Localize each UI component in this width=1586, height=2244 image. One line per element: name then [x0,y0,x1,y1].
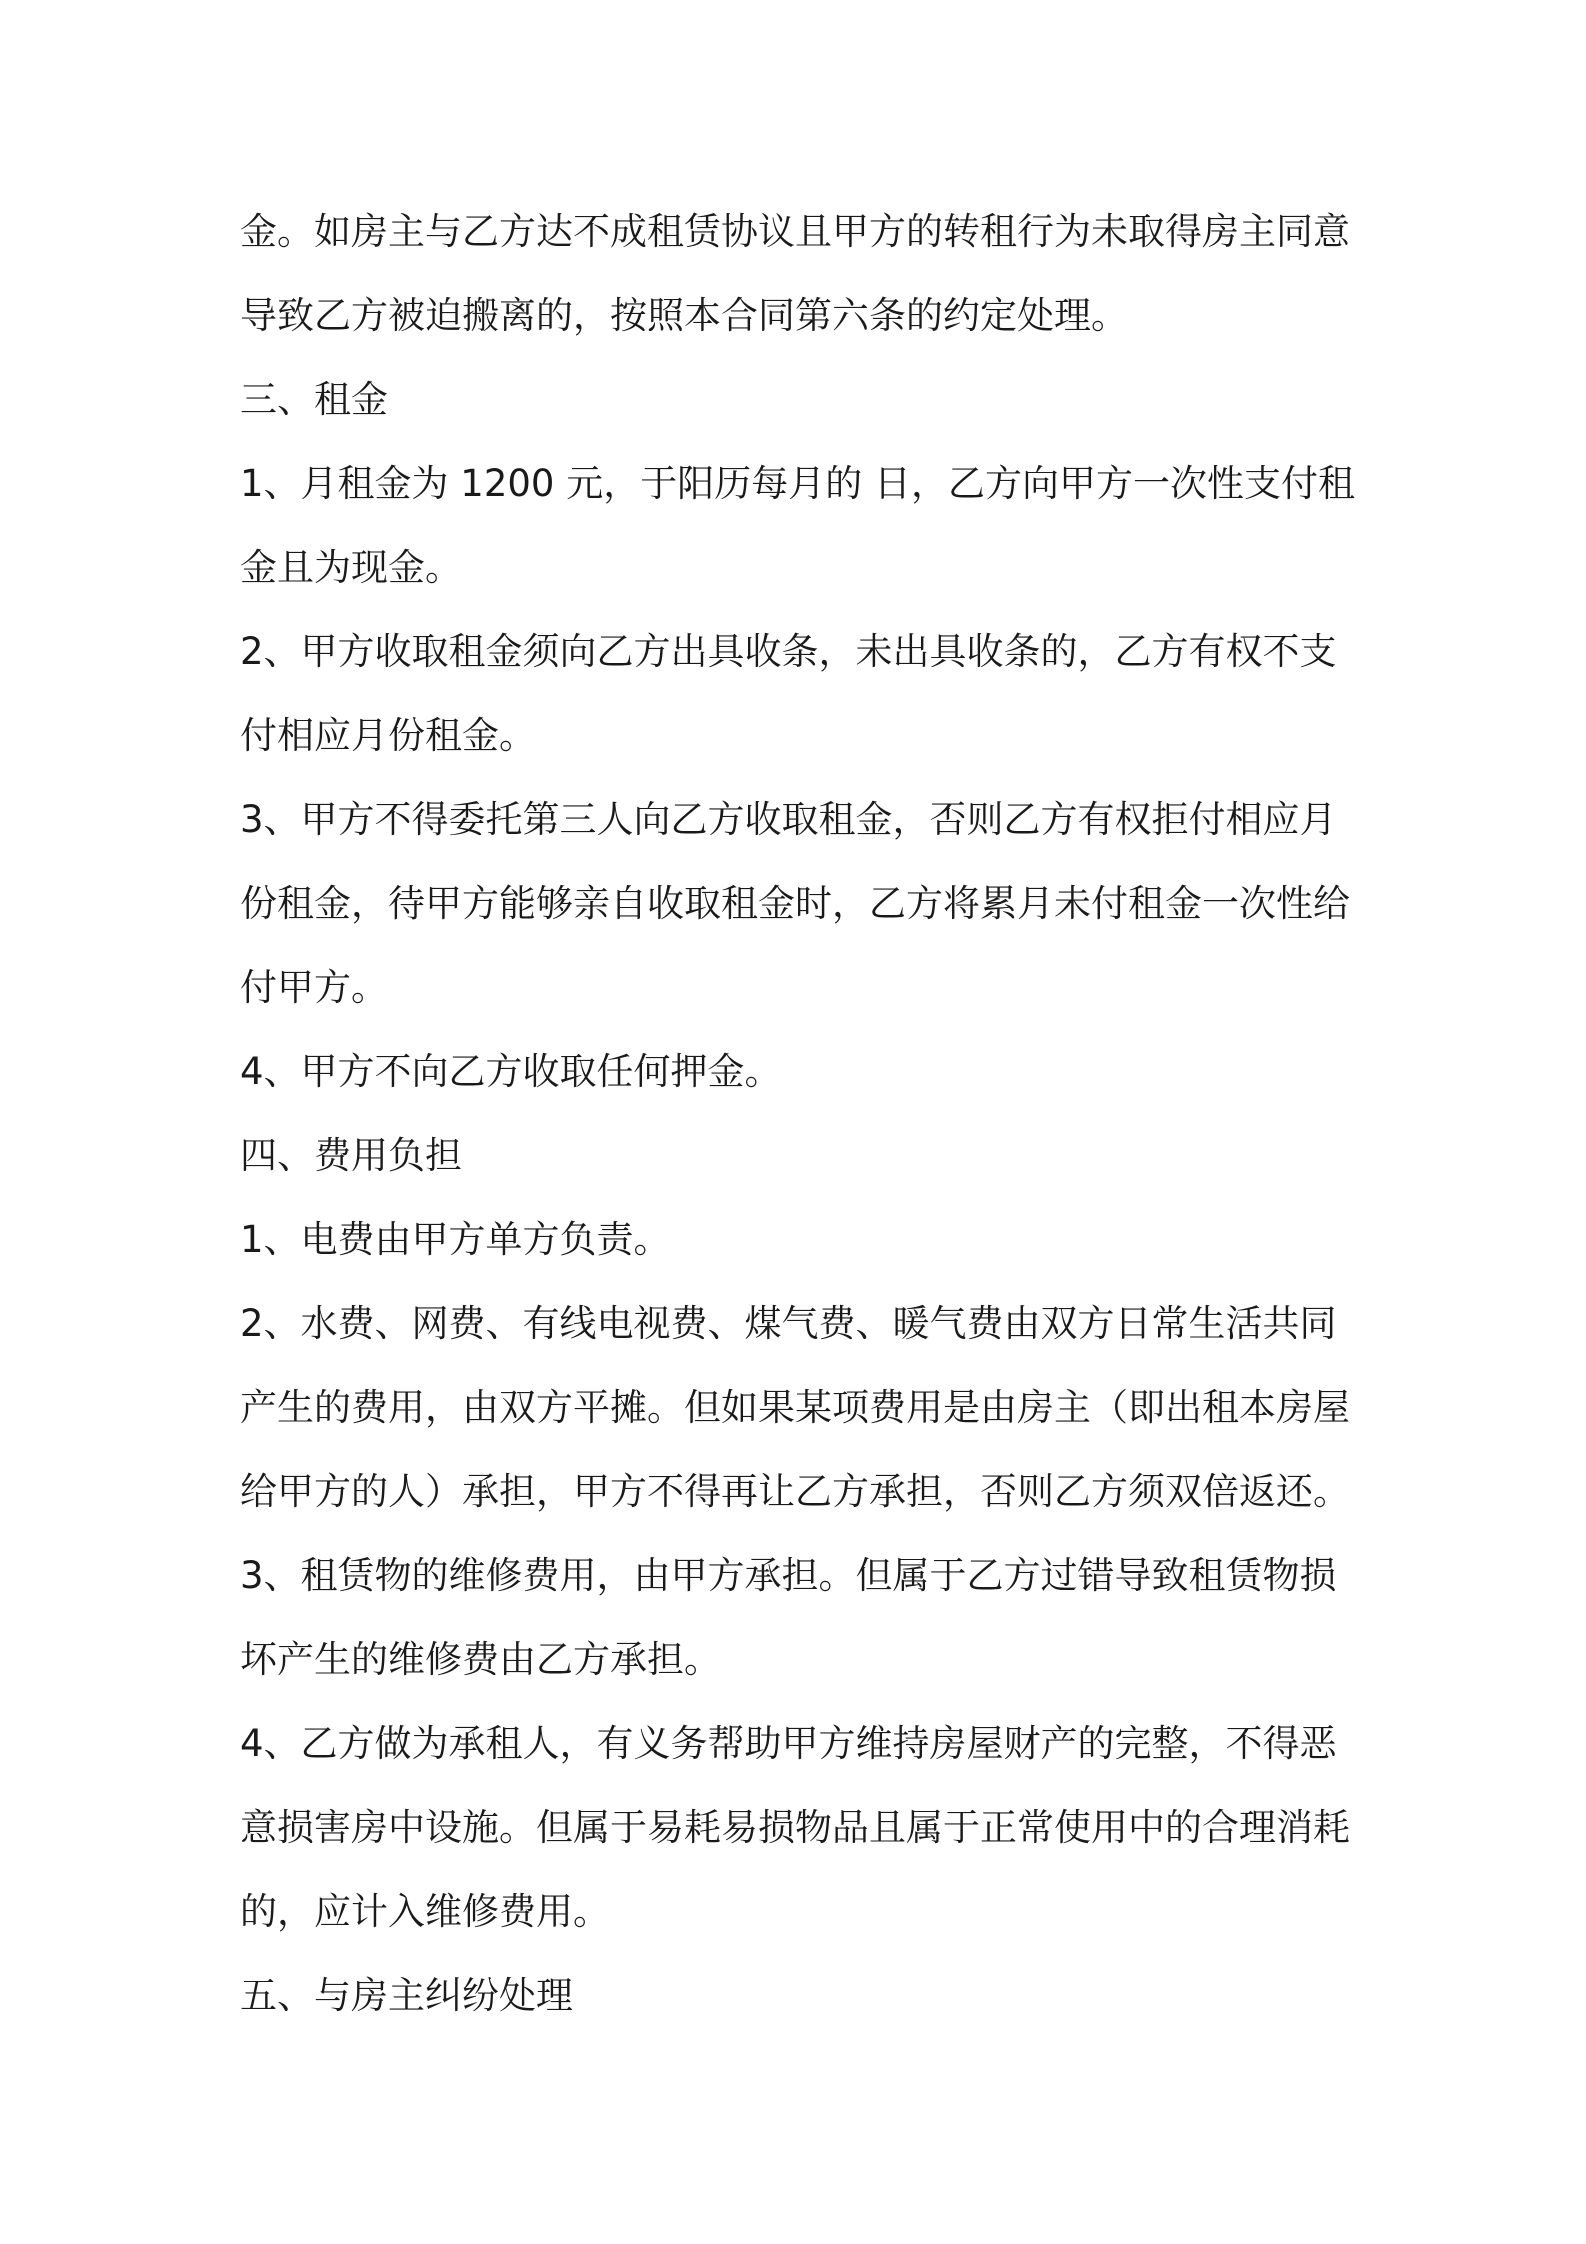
text-line: 金且为现金。 [240,546,462,589]
text-line: 坏产生的维修费由乙方承担。 [240,1638,721,1681]
text-line: 导致乙方被迫搬离的，按照本合同第六条的约定处理。 [240,294,1128,337]
section-heading-expenses: 四、费用负担 [240,1134,462,1177]
text-line: 意损害房中设施。但属于易耗易损物品且属于正常使用中的合理消耗 [240,1806,1350,1849]
text-line: 2、水费、网费、有线电视费、煤气费、暖气费由双方日常生活共同 [240,1302,1337,1345]
text-line: 2、甲方收取租金须向乙方出具收条，未出具收条的，乙方有权不支 [240,630,1337,673]
text-line: 3、甲方不得委托第三人向乙方收取租金，否则乙方有权拒付相应月 [240,798,1337,841]
text-line: 金。如房主与乙方达不成租赁协议且甲方的转租行为未取得房主同意 [240,210,1350,253]
text-line: 份租金，待甲方能够亲自收取租金时，乙方将累月未付租金一次性给 [240,882,1350,925]
text-line: 付甲方。 [240,966,388,1009]
text-line: 付相应月份租金。 [240,714,536,757]
text-line: 1、电费由甲方单方负责。 [240,1218,671,1261]
text-line: 4、甲方不向乙方收取任何押金。 [240,1050,782,1093]
text-line: 1、月租金为 1200 元，于阳历每月的 日，乙方向甲方一次性支付租 [240,462,1355,505]
contract-text [240,190,1360,2038]
section-heading-landlord-disputes: 五、与房主纠纷处理 [240,1974,573,2017]
text-line: 的，应计入维修费用。 [240,1890,610,1933]
text-line: 4、乙方做为承租人，有义务帮助甲方维持房屋财产的完整，不得恶 [240,1722,1337,1765]
text-line: 3、租赁物的维修费用，由甲方承担。但属于乙方过错导致租赁物损 [240,1554,1337,1597]
section-heading-rent: 三、租金 [240,378,388,421]
text-line: 给甲方的人）承担，甲方不得再让乙方承担，否则乙方须双倍返还。 [240,1470,1350,1513]
text-line: 产生的费用，由双方平摊。但如果某项费用是由房主（即出租本房屋 [240,1386,1350,1429]
